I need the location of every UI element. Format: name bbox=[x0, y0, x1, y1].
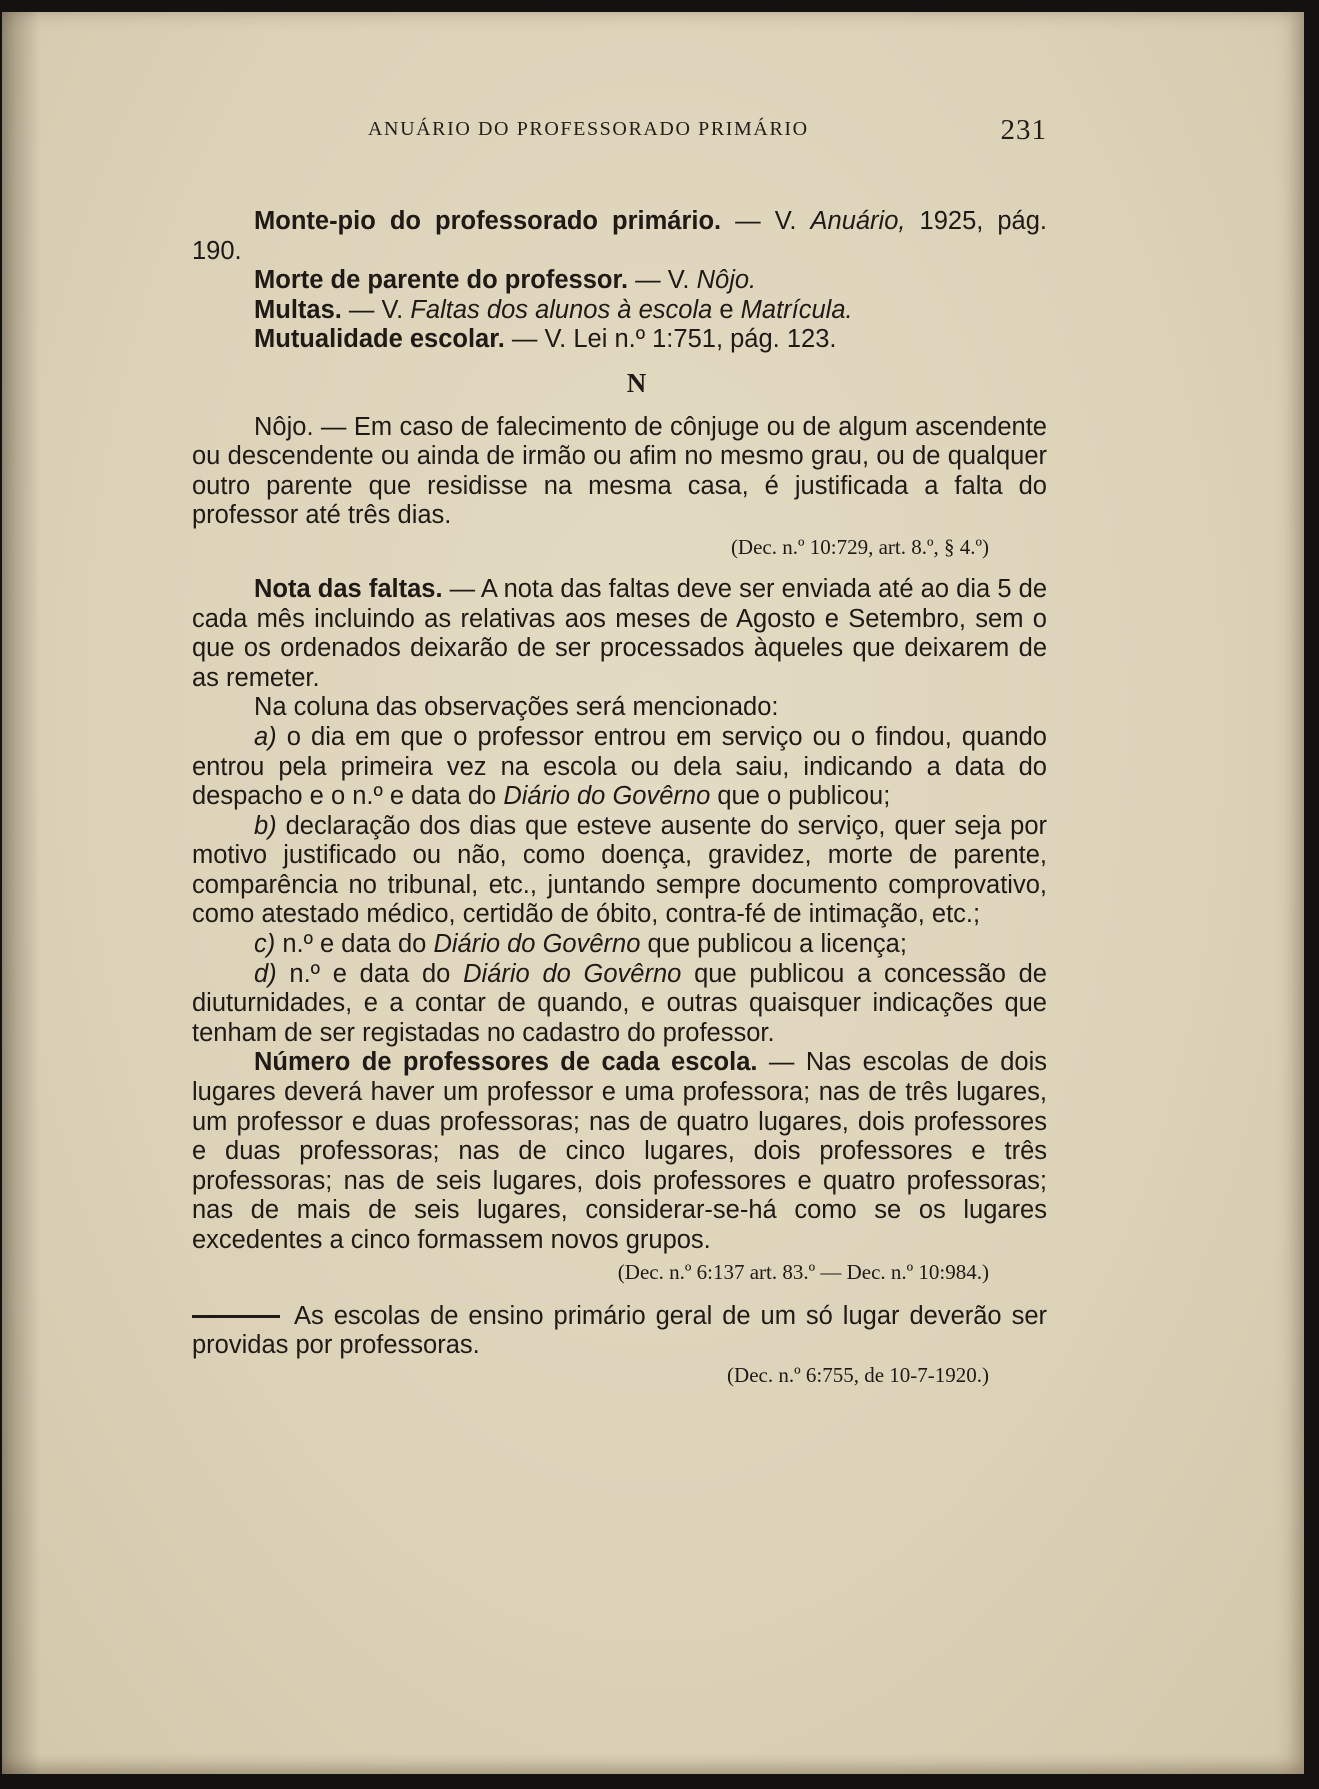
list-text: que o publicou; bbox=[710, 782, 891, 811]
entry-text: — V. bbox=[628, 266, 697, 295]
entry-term: Mutualidade escolar. bbox=[254, 325, 505, 354]
citation: (Dec. n.º 10:729, art. 8.º, § 4.º) bbox=[730, 534, 989, 559]
entry-term: Nôjo. bbox=[254, 412, 314, 441]
entry-morte-de-parente bbox=[192, 266, 1047, 296]
cross-reference: Diário do Govêrno bbox=[463, 959, 682, 988]
page-gutter-shadow bbox=[2, 12, 40, 1774]
cross-reference: Nôjo. bbox=[696, 266, 757, 295]
list-item-b bbox=[192, 812, 1047, 930]
list-label: b) bbox=[254, 811, 277, 840]
running-title: ANUÁRIO DO PROFESSORADO PRIMÁRIO bbox=[368, 118, 809, 140]
em-rule bbox=[192, 1315, 280, 1318]
list-text: declaração dos dias que esteve ausente do serviço, quer seja por motivo justificado ou não, como doença, gravidez, morte de parente, comparência no tribunal, etc., juntando sempre documento comprovativo, como atestado médico, certidão de óbito, contra-fé de intimação, etc.; bbox=[192, 811, 1047, 929]
citation: (Dec. n.º 6:137 art. 83.º — Dec. n.º 10:984.) bbox=[617, 1259, 989, 1284]
cross-reference: Faltas dos alunos à escola bbox=[410, 295, 713, 324]
list-text: n.º e data do bbox=[275, 930, 434, 959]
entry-term: Monte-pio do professorado primário. bbox=[254, 207, 722, 235]
page-body bbox=[192, 207, 1047, 1389]
list-item-d bbox=[192, 960, 1047, 1049]
list-label: d) bbox=[254, 959, 277, 988]
citation: (Dec. n.º 6:755, de 10-7-1920.) bbox=[727, 1362, 989, 1387]
list-text: o dia em que o professor entrou em serviço ou o findou, quando entrou pela primeira vez na escola ou dela saiu, indicando a data do despacho e o n.º e data do bbox=[192, 722, 1047, 811]
entry-nota-das-faltas bbox=[192, 575, 1047, 693]
list-label: a) bbox=[254, 722, 277, 751]
entry-monte-pio bbox=[192, 207, 1047, 266]
section-letter: N bbox=[626, 367, 647, 398]
list-item-c bbox=[192, 930, 1047, 960]
entry-mutualidade bbox=[192, 325, 1047, 355]
entry-text: 1925, pág. 190. bbox=[192, 207, 1047, 265]
list-label: c) bbox=[254, 930, 276, 959]
page-number: 231 bbox=[1000, 114, 1047, 146]
running-header bbox=[197, 116, 1047, 146]
entry-term: Morte de parente do professor. bbox=[254, 266, 629, 295]
entry-escolas-um-lugar bbox=[192, 1302, 1047, 1361]
entry-text: — V. bbox=[341, 295, 411, 324]
entry-text: — A nota das faltas deve ser enviada até ao dia 5 de cada mês incluindo as relativas aos meses de Agosto e Setembro, sem o que os ordenados deixarão de ser processados àqueles que deixarem de as remeter. bbox=[192, 574, 1047, 692]
entry-text: — Em caso de falecimento de cônjuge ou de algum ascendente ou descendente ou ainda de irmão ou afim no mesmo grau, ou de qualquer outro parente que residisse na mesma casa, é justificada a falta do professor até três dias. bbox=[192, 412, 1047, 530]
entry-text: — Nas escolas de dois lugares deverá haver um professor e uma professora; nas de três lugares, um professor e duas professoras; nas de quatro lugares, dois professores e duas professoras; nas de cinco lugares, dois professores e três professoras; nas de seis lugares, dois professores e quatro professoras; nas de mais de seis lugares, considerar-se-há como se os lugares excedentes a cinco formassem novos grupos. bbox=[192, 1048, 1047, 1254]
entry-term: Nota das faltas. bbox=[254, 574, 443, 603]
entry-term: Número de professores de cada escola. bbox=[254, 1048, 758, 1077]
cross-reference: Matrícula. bbox=[740, 295, 853, 324]
entry-term: Multas. bbox=[254, 295, 342, 324]
entry-text: e bbox=[712, 295, 741, 324]
cross-reference: Anuário, bbox=[810, 207, 906, 235]
list-text: que publicou a licença; bbox=[640, 930, 907, 959]
list-text: n.º e data do bbox=[276, 959, 464, 988]
entry-multas bbox=[192, 296, 1047, 326]
entry-text: — V. Lei n.º 1:751, pág. 123. bbox=[504, 325, 837, 354]
entry-nojo bbox=[192, 413, 1047, 531]
cross-reference: Diário do Govêrno bbox=[433, 930, 641, 959]
observations-intro: Na coluna das observações será mencionado: bbox=[254, 693, 779, 722]
entry-text: As escolas de ensino primário geral de um só lugar deverão ser providas por professoras. bbox=[192, 1301, 1047, 1360]
list-text: que publicou a concessão de diuturnidades, e a contar de quando, e outras quaisquer indicações que tenham de ser registadas no cadastro do professor. bbox=[192, 959, 1047, 1047]
entry-numero-de-professores bbox=[192, 1048, 1047, 1255]
book-page bbox=[2, 12, 1304, 1774]
entry-text: — V. bbox=[721, 207, 811, 235]
list-item-a bbox=[192, 723, 1047, 812]
cross-reference: Diário do Govêrno bbox=[503, 782, 711, 811]
